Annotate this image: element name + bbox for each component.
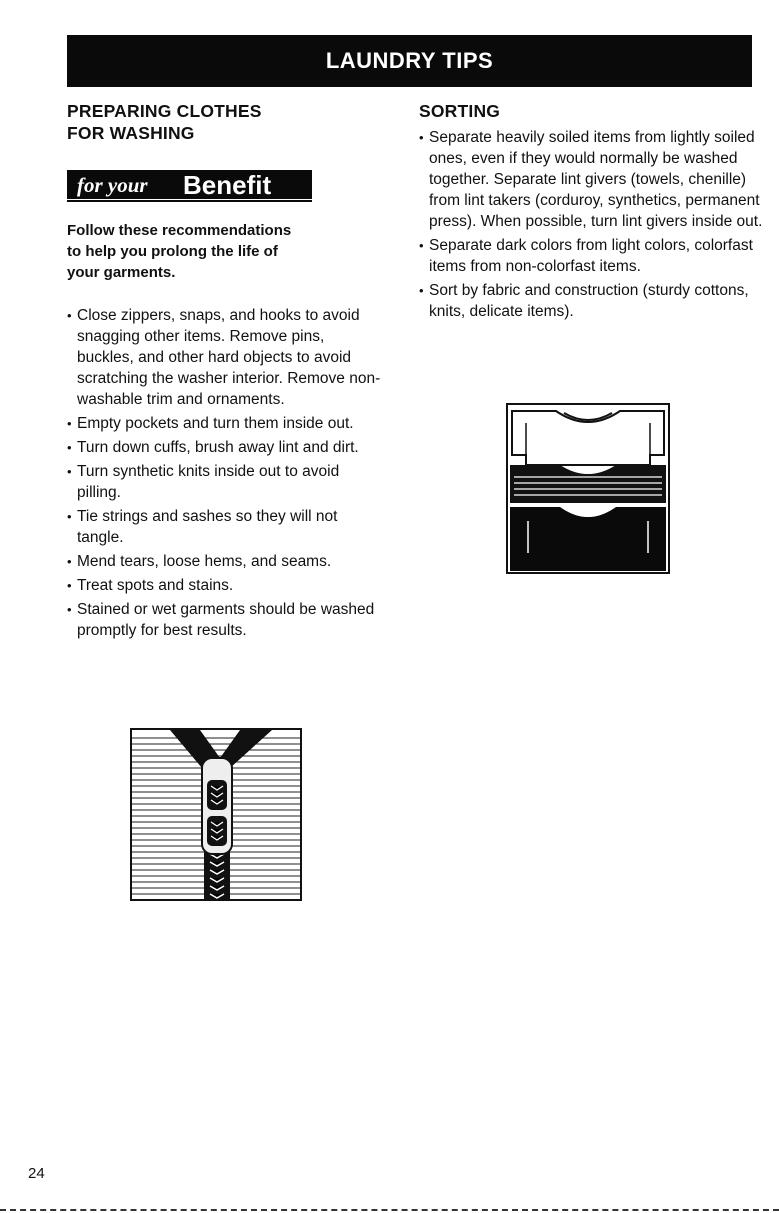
page-number: 24 <box>28 1165 45 1182</box>
page-title: LAUNDRY TIPS <box>325 48 494 73</box>
benefit-logo-word1: for your <box>77 173 148 197</box>
intro-line: to help you prolong the life of <box>67 243 278 260</box>
benefit-logo-word2: Benefit <box>183 170 272 200</box>
list-item: • Stained or wet garments should be washed promptly for best results. <box>67 599 385 641</box>
list-item: • Sort by fabric and construction (sturdy cottons, knits, delicate items). <box>419 280 764 322</box>
zipper-illustration <box>130 728 302 901</box>
list-item: • Mend tears, loose hems, and seams. <box>67 551 385 572</box>
sorted-shirts-illustration <box>506 403 670 574</box>
preparing-heading-line1: PREPARING CLOTHES <box>67 101 262 121</box>
sorting-section <box>419 100 763 320</box>
list-item: • Turn synthetic knits inside out to avoid pilling. <box>67 461 385 503</box>
intro-line: your garments. <box>67 264 176 281</box>
page-title-banner <box>67 35 752 87</box>
list-item: • Empty pockets and turn them inside out. <box>67 413 385 434</box>
preparing-section <box>67 100 387 639</box>
list-item: • Close zippers, snaps, and hooks to avoid snagging other items. Remove pins, buckles, and other hard objects to avoid scratching the washer interior. Remove non-washable trim and ornaments. <box>67 305 385 410</box>
sorting-heading: SORTING <box>419 101 501 121</box>
for-your-benefit-logo <box>67 170 312 202</box>
list-item: • Tie strings and sashes so they will not tangle. <box>67 506 385 548</box>
intro-line: Follow these recommendations <box>67 222 292 239</box>
list-item: • Treat spots and stains. <box>67 575 385 596</box>
preparing-heading-line2: FOR WASHING <box>67 123 195 143</box>
list-item: • Turn down cuffs, brush away lint and dirt. <box>67 437 385 458</box>
list-item: • Separate heavily soiled items from lightly soiled ones, even if they would normally be washed together. Separate lint givers (towels, chenille) from lint takers (corduroy, synthetics, permanent press). When possible, turn lint givers inside out. <box>419 127 764 232</box>
preparing-list <box>67 305 385 644</box>
intro-text <box>67 220 367 283</box>
preparing-heading <box>67 100 387 144</box>
list-item: • Separate dark colors from light colors, colorfast items from non-colorfast items. <box>419 235 764 277</box>
sorting-list <box>419 127 764 325</box>
page-bottom-rule <box>0 1209 779 1211</box>
